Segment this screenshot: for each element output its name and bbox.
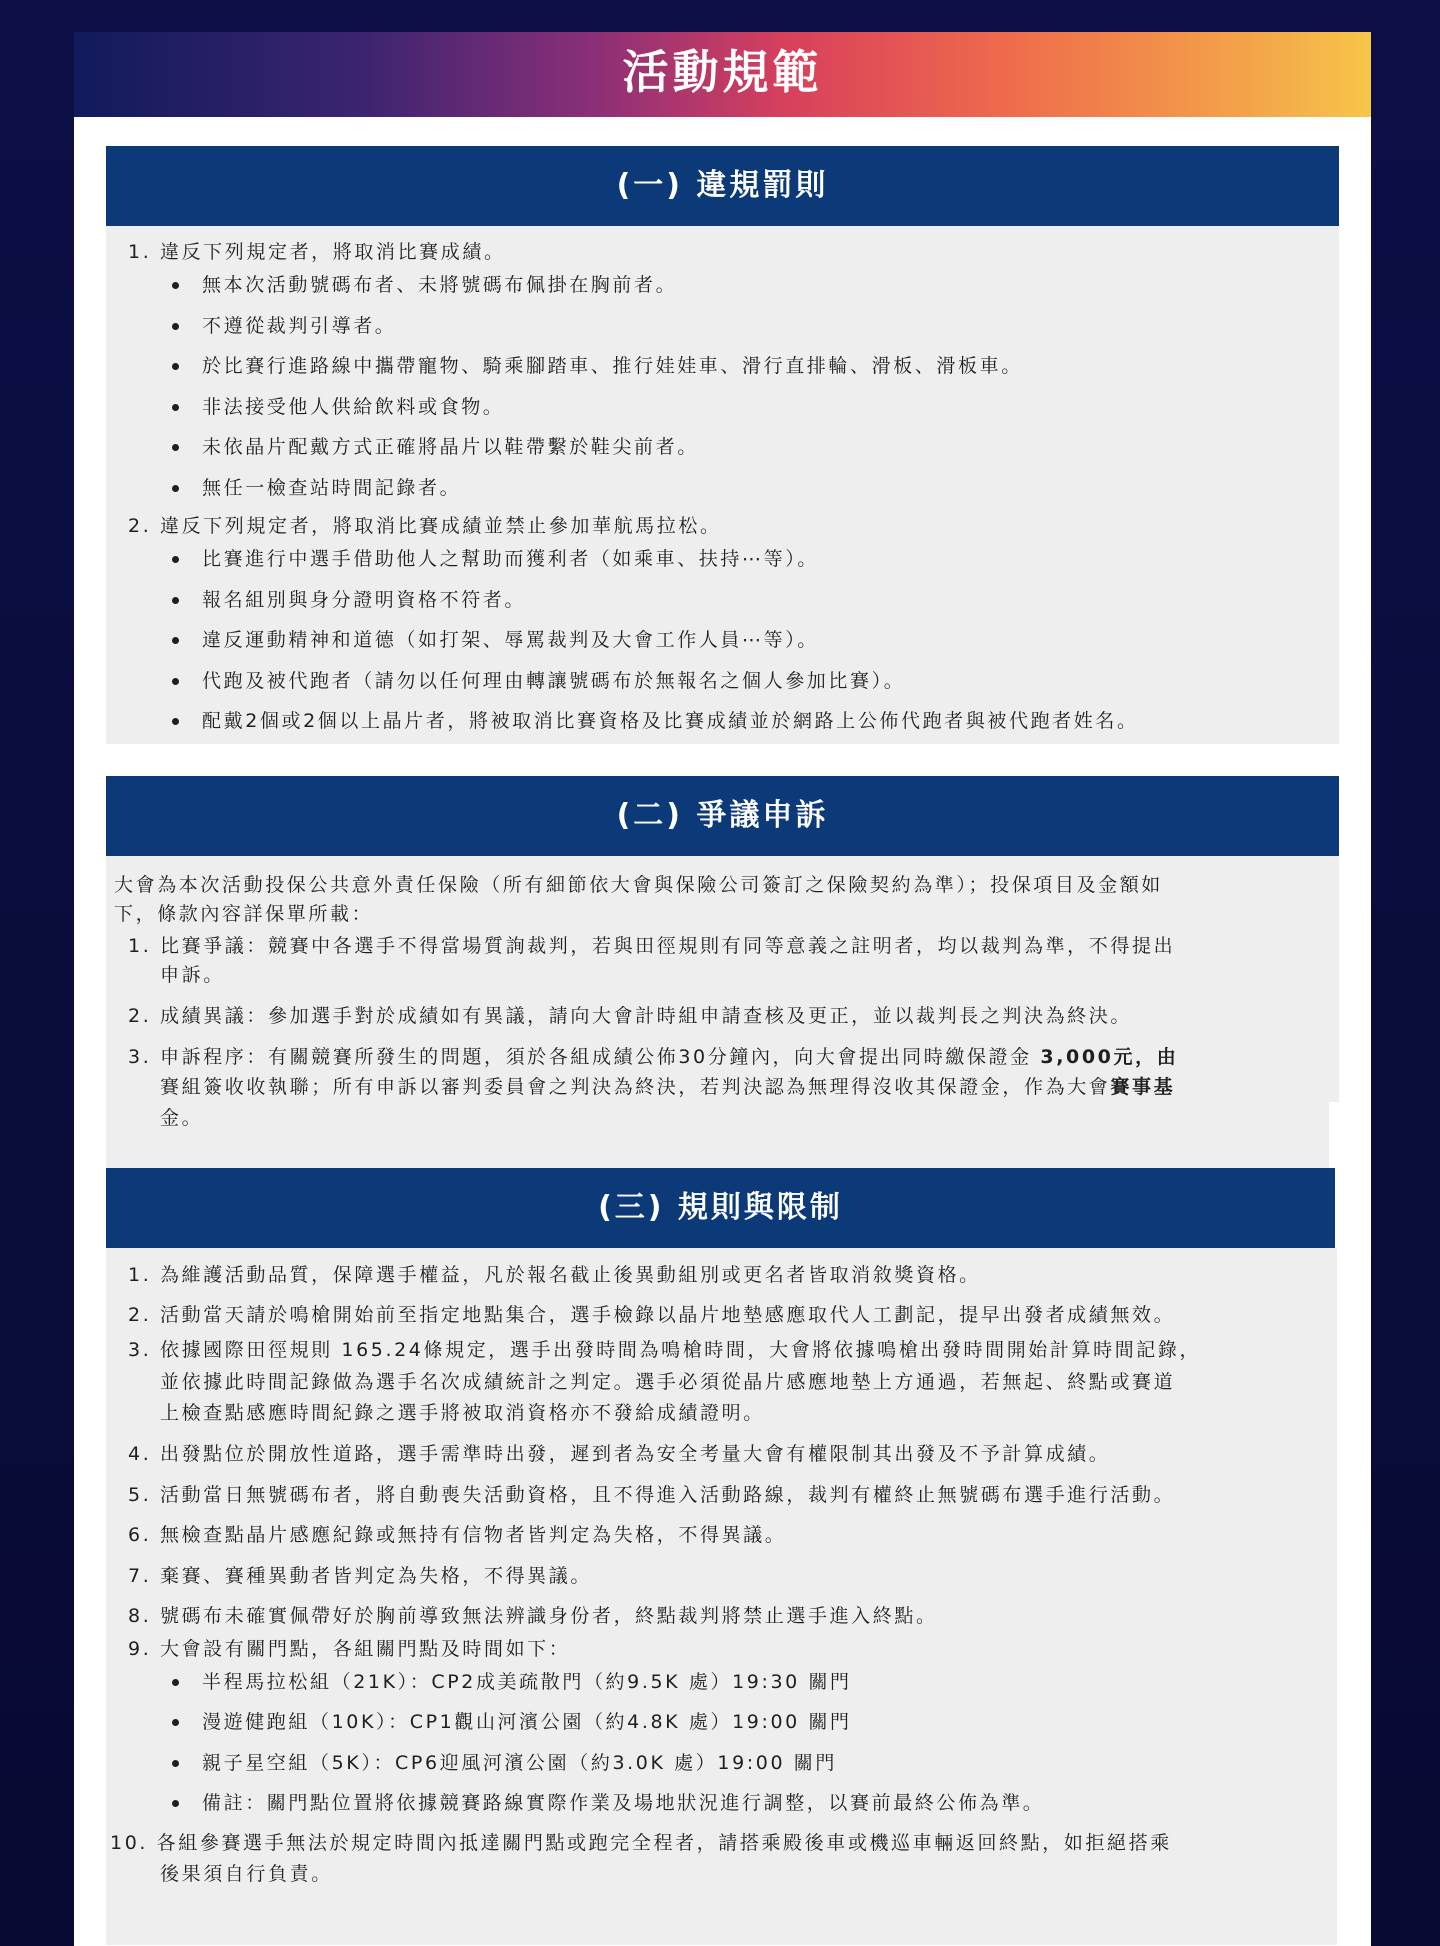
rules-item-3-line-1: 3. 依據國際田徑規則 165.24條規定，選手出發時間為鳴槍時間，大會將依據鳴槍出發時間開始計算時間記錄， [128,1339,1202,1361]
rules-item-8: 8. 號碼布未確實佩帶好於胸前導致無法辨識身份者，終點裁判將禁止選手進入終點。 [128,1605,938,1627]
penalty-2-bullet-4: 代跑及被代跑者（請勿以任何理由轉讓號碼布於無報名之個人參加比賽）。 [202,670,906,692]
penalty-2-bullet-5: 配戴2個或2個以上晶片者，將被取消比賽資格及比賽成績並於網路上公佈代跑者與被代跑者姓名。 [202,710,1139,732]
deposit-amount: 3,000元，由 [1040,1046,1179,1068]
appeals-item-3-line-1 [128,1044,1178,1070]
rules-item-1: 1. 為維護活動品質，保障選手權益，凡於報名截止後異動組別或更名者皆取消敘獎資格。 [128,1264,981,1286]
section-header-penalties: (一) 違規罰則 [106,146,1339,226]
section-body-appeals [106,856,1339,1170]
edge-fade [1329,1102,1341,1172]
penalty-item-1: 1. 違反下列規定者，將取消比賽成績。 [128,241,506,263]
cutoff-bullet-note: 備註：關門點位置將依據競賽路線實際作業及場地狀況進行調整，以賽前最終公佈為準。 [202,1792,1045,1814]
rules-item-9: 9. 大會設有關門點，各組關門點及時間如下： [128,1638,571,1660]
rules-item-3-line-3: 上檢查點感應時間紀錄之選手將被取消資格亦不發給成績證明。 [160,1402,765,1424]
rules-item-2: 2. 活動當天請於鳴槍開始前至指定地點集合，選手檢錄以晶片地墊感應取代人工劃記，提早出發者成績無效。 [128,1304,1176,1326]
penalty-1-bullet-1: 無本次活動號碼布者、未將號碼布佩掛在胸前者。 [202,274,678,296]
penalty-2-bullet-1: 比賽進行中選手借助他人之幫助而獲利者（如乘車、扶持⋯等）。 [202,548,819,570]
penalty-1-bullet-3: 於比賽行進路線中攜帶寵物、騎乘腳踏車、推行娃娃車、滑行直排輪、滑板、滑板車。 [202,355,1023,377]
penalty-1-bullet-6: 無任一檢查站時間記錄者。 [202,477,462,499]
penalty-1-bullet-4: 非法接受他人供給飲料或食物。 [202,396,505,418]
penalty-1-bullet-2: 不遵從裁判引導者。 [202,315,397,337]
rules-item-10-line-2: 後果須自行負責。 [160,1863,333,1885]
penalty-1-bullet-5: 未依晶片配戴方式正確將晶片以鞋帶繫於鞋尖前者。 [202,436,699,458]
appeals-item-1-line-1: 1. 比賽爭議：競賽中各選手不得當場質詢裁判，若與田徑規則有同等意義之註明者，均以裁判為準，不得提出 [128,935,1176,957]
rules-item-7: 7. 棄賽、賽種異動者皆判定為失格，不得異議。 [128,1565,592,1587]
appeals-item-3-line-1-text: 3. 申訴程序：有關競賽所發生的問題，須於各組成績公佈30分鐘內，向大會提出同時繳保證金 [128,1046,1041,1068]
rules-item-10-line-1: 10. 各組參賽選手無法於規定時間內抵達關門點或跑完全程者，請搭乘殿後車或機巡車輛返回終點，如拒絕搭乘 [110,1832,1172,1854]
appeals-item-2: 2. 成績異議：參加選手對於成績如有異議，請向大會計時組申請查核及更正，並以裁判長之判決為終決。 [128,1005,1132,1027]
section-header-rules: (三) 規則與限制 [106,1168,1335,1248]
appeals-intro-line-1: 大會為本次活動投保公共意外責任保險（所有細節依大會與保險公司簽訂之保險契約為準）；投保項目及金額如 [114,874,1163,896]
rules-item-4: 4. 出發點位於開放性道路，選手需準時出發，遲到者為安全考量大會有權限制其出發及不予計算成績。 [128,1443,1111,1465]
appeals-item-3-line-2 [160,1074,1175,1100]
cutoff-bullet-5k: 親子星空組（5K）：CP6迎風河濱公園（約3.0K 處）19:00 關門 [202,1752,837,1774]
appeals-item-3-line-3: 金。 [160,1107,204,1129]
rules-item-5: 5. 活動當日無號碼布者，將自動喪失活動資格，且不得進入活動路線，裁判有權終止無號碼布選手進行活動。 [128,1484,1176,1506]
rules-item-6: 6. 無檢查點晶片感應紀錄或無持有信物者皆判定為失格，不得異議。 [128,1524,787,1546]
page-title: 活動規範 [622,45,823,99]
appeals-intro-line-2: 下，條款內容詳保單所載： [114,903,374,925]
section-header-appeals: (二) 爭議申訴 [106,776,1339,856]
cutoff-bullet-10k: 漫遊健跑組（10K）：CP1觀山河濱公園（約4.8K 處）19:00 關門 [202,1711,852,1733]
section-body-rules [106,1248,1337,1945]
rules-item-3-line-2: 並依據此時間記錄做為選手名次成績統計之判定。選手必須從晶片感應地墊上方通過，若無起、終點或賽道 [160,1371,1176,1393]
rules-panel [74,32,1371,1946]
cutoff-bullet-21k: 半程馬拉松組（21K）：CP2成美疏散門（約9.5K 處）19:30 關門 [202,1671,852,1693]
appeals-item-3-line-2-bold: 賽事基 [1110,1076,1176,1098]
title-banner [74,32,1371,117]
appeals-item-3-line-2-text: 賽組簽收收執聯；所有申訴以審判委員會之判決為終決，若判決認為無理得沒收其保證金，作為大會 [160,1076,1111,1098]
penalty-item-2: 2. 違反下列規定者，將取消比賽成績並禁止參加華航馬拉松。 [128,515,722,537]
section-body-penalties [106,226,1339,744]
penalty-2-bullet-2: 報名組別與身分證明資格不符者。 [202,589,527,611]
penalty-2-bullet-3: 違反運動精神和道德（如打架、辱罵裁判及大會工作人員⋯等）。 [202,629,819,651]
appeals-item-1-line-2: 申訴。 [160,964,225,986]
